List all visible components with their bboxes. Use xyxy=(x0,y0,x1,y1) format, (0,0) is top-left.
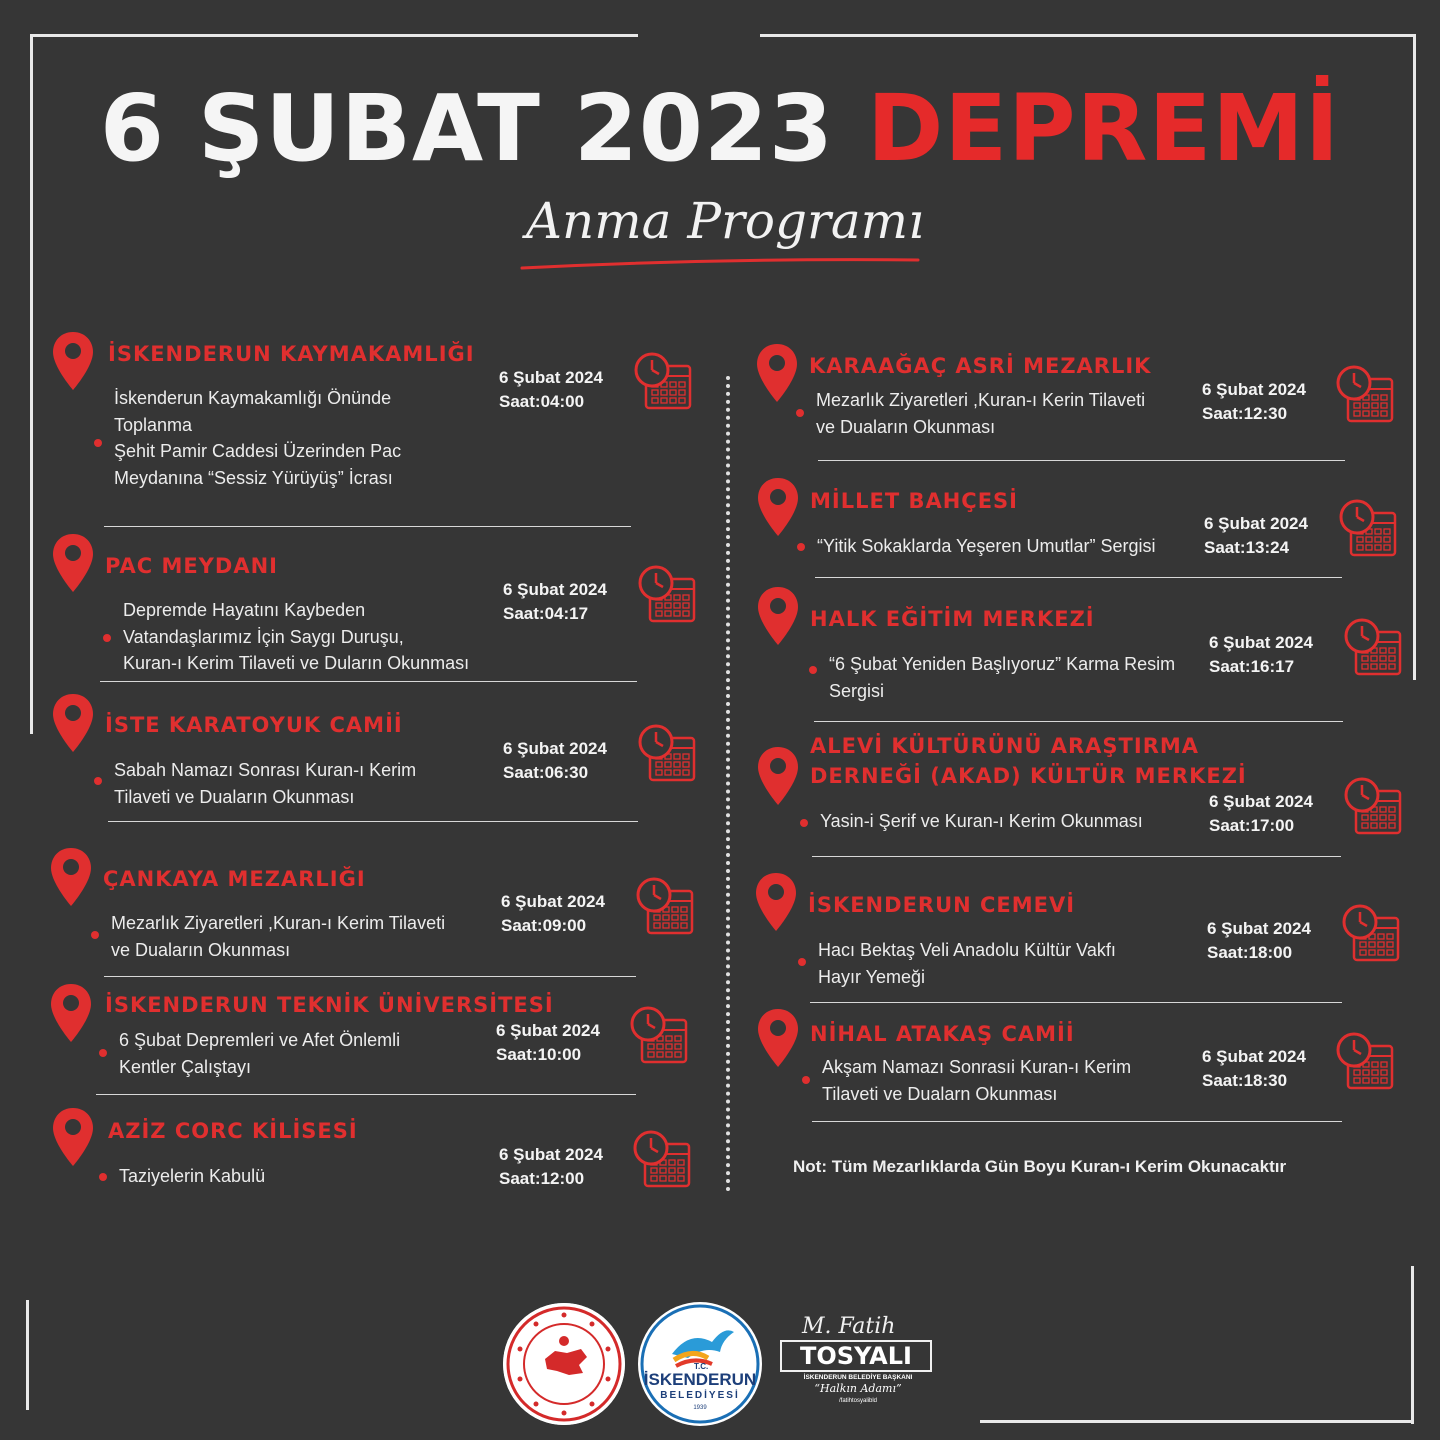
event-time: Saat:04:00 xyxy=(499,392,585,411)
baskan-role: İSKENDERUN BELEDİYE BAŞKANI xyxy=(803,1374,913,1381)
event-description-line: Akşam Namazı Sonrasıi Kuran-ı Kerim xyxy=(822,1057,1132,1077)
event-description xyxy=(817,533,1155,560)
event-description-line: Meydanına “Sessiz Yürüyüş” İcrası xyxy=(114,467,393,488)
belediye-sub: BELEDİYESİ xyxy=(660,1390,740,1401)
event-description-line: Sabah Namazı Sonrası Kuran-ı Kerim xyxy=(114,760,417,780)
bullet-icon xyxy=(94,439,102,447)
location-pin-icon xyxy=(48,846,94,908)
event-separator xyxy=(104,526,631,527)
title-red: DEPREMİ xyxy=(866,75,1341,182)
event-separator xyxy=(100,681,637,682)
event-title-line2: DERNEĞİ (AKAD) KÜLTÜR MERKEZİ xyxy=(810,764,1247,788)
event-description-line: Mezarlık Ziyaretleri ,Kuran-ı Kerim Tilaveti xyxy=(111,913,446,933)
event-description-line: Kentler Çalıştayı xyxy=(119,1056,252,1077)
bullet-icon xyxy=(99,1049,107,1057)
event-description-line: Kuran-ı Kerim Tilaveti ve Duların Okunması xyxy=(123,653,470,673)
bullet-icon xyxy=(103,634,111,642)
event-datetime xyxy=(501,890,605,938)
belediye-logo xyxy=(638,1302,762,1426)
event-date: 6 Şubat 2024 xyxy=(1207,919,1311,938)
calendar-clock-icon xyxy=(634,875,696,937)
bullet-icon xyxy=(800,819,808,827)
event-date: 6 Şubat 2024 xyxy=(499,1145,603,1164)
event-date: 6 Şubat 2024 xyxy=(499,368,603,387)
bullet-icon xyxy=(798,958,806,966)
event-datetime xyxy=(1202,1045,1306,1093)
bullet-icon xyxy=(809,666,817,674)
event-time: Saat:12:00 xyxy=(499,1169,585,1188)
event-description xyxy=(123,597,469,677)
event-time: Saat:13:24 xyxy=(1204,538,1290,557)
event-title: HALK EĞİTİM MERKEZİ xyxy=(810,607,1095,631)
baskan-social: /fatihtosyalibld xyxy=(838,1398,878,1404)
event-date: 6 Şubat 2024 xyxy=(496,1021,600,1040)
event-separator xyxy=(104,976,636,977)
note: Not: Tüm Mezarlıklarda Gün Boyu Kuran-ı Kerim Okunacaktır xyxy=(793,1157,1287,1176)
event-time: Saat:12:30 xyxy=(1202,404,1288,423)
event-separator xyxy=(814,721,1343,722)
location-pin-icon xyxy=(753,871,799,933)
event-title: KARAAĞAÇ ASRİ MEZARLIK xyxy=(809,354,1152,378)
event-description-line: İskenderun Kaymakamlığı Önünde xyxy=(114,388,392,408)
event-time: Saat:18:00 xyxy=(1207,943,1293,962)
location-pin-icon xyxy=(50,532,96,594)
location-pin-icon xyxy=(755,476,801,538)
location-pin-icon xyxy=(755,745,801,807)
event-description xyxy=(816,387,1145,440)
event-description-line: 6 Şubat Depremleri ve Afet Önlemli xyxy=(119,1030,401,1050)
calendar-clock-icon xyxy=(636,563,698,625)
event-datetime xyxy=(499,366,603,414)
event-separator xyxy=(812,1121,1342,1122)
event-description-line: ve Duaların Okunması xyxy=(111,939,291,960)
event-time: Saat:04:17 xyxy=(503,604,589,623)
event-description xyxy=(820,808,1143,835)
baskan-script: M. Fatih xyxy=(802,1314,896,1339)
event-datetime xyxy=(1209,790,1313,838)
bullet-icon xyxy=(91,931,99,939)
event-title: ALEVİ KÜLTÜRÜNÜ ARAŞTIRMA xyxy=(810,734,1200,758)
calendar-clock-icon xyxy=(628,1004,690,1066)
event-description-line: Taziyelerin Kabulü xyxy=(119,1166,266,1186)
event-separator xyxy=(108,821,638,822)
event-title: ÇANKAYA MEZARLIĞI xyxy=(103,867,366,891)
event-time: Saat:10:00 xyxy=(496,1045,582,1064)
event-title: NİHAL ATAKAŞ CAMİİ xyxy=(810,1022,1075,1046)
calendar-clock-icon xyxy=(1334,1030,1396,1092)
event-time: Saat:16:17 xyxy=(1209,657,1295,676)
page-title xyxy=(0,75,1440,182)
event-description-line: Şehit Pamir Caddesi Üzerinden Pac xyxy=(114,441,402,461)
kaymakamlik-logo xyxy=(503,1303,625,1425)
event-datetime xyxy=(1207,917,1311,965)
subtitle-underline xyxy=(520,252,920,272)
event-datetime xyxy=(1202,378,1306,426)
location-pin-icon xyxy=(755,585,801,647)
title-white: 6 ŞUBAT 2023 xyxy=(99,75,834,182)
event-title: MİLLET BAHÇESİ xyxy=(810,489,1018,513)
event-date: 6 Şubat 2024 xyxy=(1202,1047,1306,1066)
event-datetime xyxy=(499,1143,603,1191)
event-separator xyxy=(818,460,1345,461)
event-description-line: Toplanma xyxy=(114,414,193,435)
event-datetime xyxy=(1204,512,1308,560)
event-description xyxy=(111,910,445,963)
event-description xyxy=(829,651,1175,704)
event-title: AZİZ CORC KİLİSESİ xyxy=(108,1119,358,1143)
calendar-clock-icon xyxy=(631,1128,693,1190)
event-description-line: “6 Şubat Yeniden Başlıyoruz” Karma Resim xyxy=(829,654,1176,674)
calendar-clock-icon xyxy=(1340,902,1402,964)
event-title: İSKENDERUN TEKNİK ÜNİVERSİTESİ xyxy=(105,993,554,1017)
baskan-motto: “Halkın Adamı” xyxy=(814,1382,902,1395)
location-pin-icon xyxy=(754,342,800,404)
event-separator xyxy=(815,577,1342,578)
event-time: Saat:09:00 xyxy=(501,916,587,935)
bullet-icon xyxy=(797,543,805,551)
event-separator xyxy=(96,1094,636,1095)
event-datetime xyxy=(503,578,607,626)
event-description-line: Sergisi xyxy=(829,680,885,701)
event-date: 6 Şubat 2024 xyxy=(503,580,607,599)
calendar-clock-icon xyxy=(1342,616,1404,678)
event-description-line: Vatandaşlarımız İçin Saygı Duruşu, xyxy=(123,626,404,647)
frame-bottom-right xyxy=(980,1420,1414,1423)
baskan-name: TOSYALI xyxy=(780,1340,932,1372)
event-description-line: Mezarlık Ziyaretleri ,Kuran-ı Kerin Tilaveti xyxy=(816,390,1146,410)
calendar-clock-icon xyxy=(1334,363,1396,425)
column-divider xyxy=(726,376,730,1192)
event-description-line: Tilaveti ve Duaların Okunması xyxy=(114,786,355,807)
event-title: İSKENDERUN CEMEVİ xyxy=(808,893,1076,917)
event-date: 6 Şubat 2024 xyxy=(503,739,607,758)
event-title: İSKENDERUN KAYMAKAMLIĞI xyxy=(108,342,475,366)
event-description xyxy=(818,937,1116,990)
event-description xyxy=(119,1027,400,1080)
event-description xyxy=(114,385,401,491)
calendar-clock-icon xyxy=(1337,497,1399,559)
event-title: PAC MEYDANI xyxy=(105,554,278,578)
calendar-clock-icon xyxy=(636,722,698,784)
event-date: 6 Şubat 2024 xyxy=(501,892,605,911)
event-separator xyxy=(810,1002,1342,1003)
event-description-line: Depremde Hayatını Kaybeden xyxy=(123,600,366,620)
event-description xyxy=(822,1054,1131,1107)
event-time: Saat:18:30 xyxy=(1202,1071,1288,1090)
event-separator xyxy=(812,856,1341,857)
calendar-clock-icon xyxy=(632,350,694,412)
event-datetime xyxy=(496,1019,600,1067)
event-datetime xyxy=(1209,631,1313,679)
event-date: 6 Şubat 2024 xyxy=(1209,633,1313,652)
event-date: 6 Şubat 2024 xyxy=(1202,380,1306,399)
event-description xyxy=(114,757,416,810)
bullet-icon xyxy=(802,1076,810,1084)
event-title: İSTE KARATOYUK CAMİİ xyxy=(105,713,403,737)
event-description-line: ve Duaların Okunması xyxy=(816,416,996,437)
location-pin-icon xyxy=(50,692,96,754)
event-datetime xyxy=(503,737,607,785)
frame-left-bottom xyxy=(26,1300,29,1410)
event-time: Saat:06:30 xyxy=(503,763,589,782)
bullet-icon xyxy=(94,777,102,785)
event-description-line: Hacı Bektaş Veli Anadolu Kültür Vakfı xyxy=(818,940,1116,960)
event-description-line: Tilaveti ve Dualarn Okunması xyxy=(822,1083,1058,1104)
baskan-logo xyxy=(780,1314,936,1410)
location-pin-icon xyxy=(755,1007,801,1069)
frame-top-left xyxy=(30,34,638,37)
event-description-line: “Yitik Sokaklarda Yeşeren Umutlar” Sergisi xyxy=(817,536,1156,556)
bullet-icon xyxy=(99,1173,107,1181)
location-pin-icon xyxy=(50,330,96,392)
event-description-line: Hayır Yemeği xyxy=(818,966,926,987)
belediye-tc: T.C. xyxy=(694,1362,709,1371)
bullet-icon xyxy=(796,409,804,417)
event-description-line: Yasin-i Şerif ve Kuran-ı Kerim Okunması xyxy=(820,811,1143,831)
belediye-year: 1939 xyxy=(693,1405,707,1411)
subtitle: Anma Programı xyxy=(525,192,925,250)
event-time: Saat:17:00 xyxy=(1209,816,1295,835)
event-description xyxy=(119,1163,265,1190)
location-pin-icon xyxy=(50,1106,96,1168)
location-pin-icon xyxy=(48,982,94,1044)
belediye-name: İSKENDERUN xyxy=(643,1370,757,1389)
event-date: 6 Şubat 2024 xyxy=(1209,792,1313,811)
frame-top-right xyxy=(760,34,1416,37)
frame-right-bottom xyxy=(1411,1266,1414,1424)
calendar-clock-icon xyxy=(1342,775,1404,837)
event-date: 6 Şubat 2024 xyxy=(1204,514,1308,533)
